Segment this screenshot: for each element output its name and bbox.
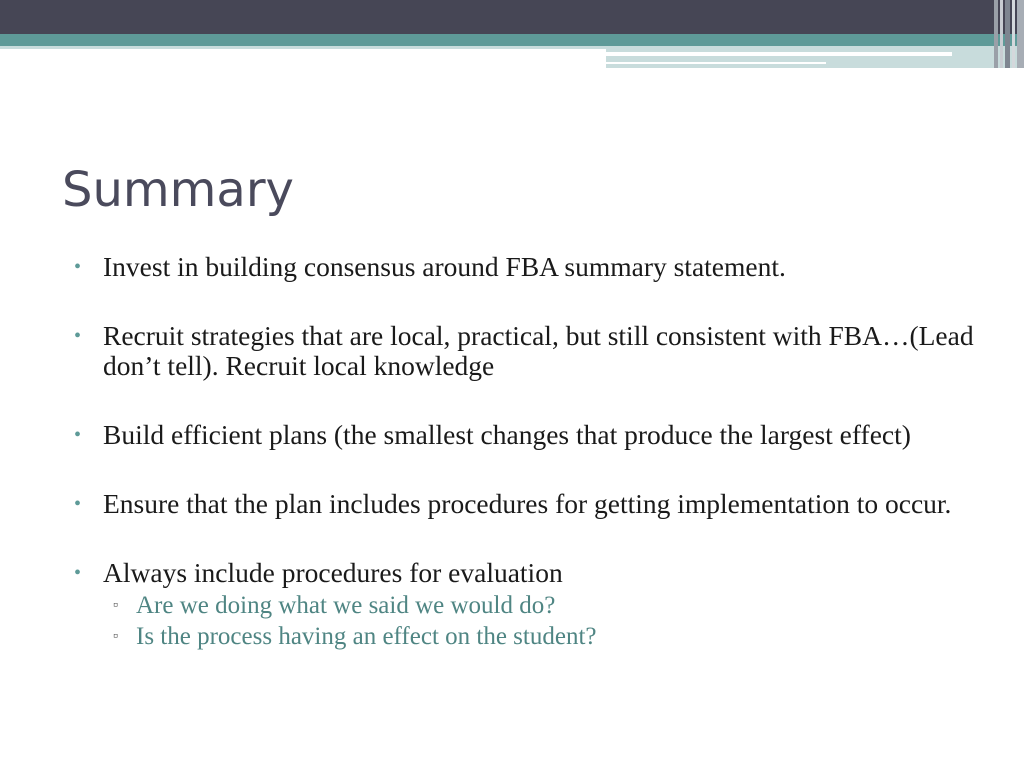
bullet-icon: • <box>74 325 82 347</box>
slide-title: Summary <box>62 162 294 218</box>
header-dark-bar <box>0 0 1024 34</box>
sub-bullet-item <box>103 590 994 621</box>
sub-bullet-icon: ▫ <box>113 598 118 613</box>
header-stripes <box>994 0 1024 68</box>
bullet-item <box>74 489 994 519</box>
bullet-icon: • <box>74 256 82 278</box>
bullet-text: Ensure that the plan includes procedures for getting implementation to occur. <box>103 488 952 519</box>
sub-bullet-icon: ▫ <box>113 629 118 644</box>
bullet-text: Recruit strategies that are local, practical, but still consistent with FBA…(Lead don’t tell). Recruit local knowledge <box>103 320 974 381</box>
sub-bullet-item <box>103 621 994 652</box>
bullet-item <box>74 321 994 381</box>
bullet-text: Invest in building consensus around FBA summary statement. <box>103 251 786 282</box>
header-light-line <box>0 46 606 49</box>
bullet-item <box>74 558 994 652</box>
sub-bullet-text: Is the process having an effect on the student? <box>136 623 597 650</box>
bullet-list <box>74 252 994 652</box>
sub-bullet-list <box>103 590 994 652</box>
bullet-text: Build efficient plans (the smallest changes that produce the largest effect) <box>103 419 911 450</box>
bullet-item <box>74 252 994 282</box>
bullet-icon: • <box>74 424 82 446</box>
bullet-item <box>74 420 994 450</box>
bullet-text: Always include procedures for evaluation <box>103 557 563 588</box>
bullet-icon: • <box>74 493 82 515</box>
header-right-white-line <box>606 52 952 56</box>
header-right-thin-line <box>606 62 826 64</box>
header-teal-bar <box>0 34 1024 46</box>
header-right-block <box>606 46 1024 68</box>
bullet-icon: • <box>74 562 82 584</box>
sub-bullet-text: Are we doing what we said we would do? <box>136 592 556 619</box>
